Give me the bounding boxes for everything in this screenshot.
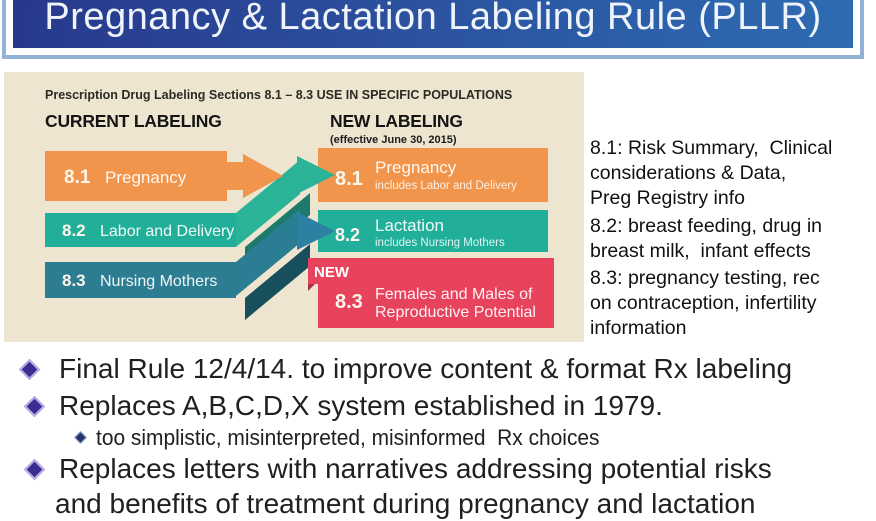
note-line: 8.3: pregnancy testing, rec (590, 267, 820, 290)
svg-text:Nursing Mothers: Nursing Mothers (100, 273, 218, 290)
effective-date-note: (effective June 30, 2015) (330, 134, 457, 146)
small-diamond-bullet-icon (74, 431, 87, 444)
svg-text:Females and Males of: Females and Males of (375, 286, 533, 303)
svg-text:Labor and Delivery: Labor and Delivery (100, 223, 235, 240)
diamond-bullet-icon (24, 396, 45, 417)
note-line: 8.2: breast feeding, drug in (590, 214, 822, 237)
note-line: 8.1: Risk Summary, Clinical (590, 137, 833, 159)
diamond-bullet-icon (19, 359, 40, 380)
bullet-continuation-line (55, 487, 755, 521)
svg-text:includes Nursing Mothers: includes Nursing Mothers (375, 237, 505, 249)
svg-text:Reproductive Potential: Reproductive Potential (375, 304, 536, 321)
note-line: breast milk, infant effects (590, 239, 811, 262)
note-line: information (590, 317, 687, 340)
svg-text:8.3: 8.3 (335, 291, 363, 313)
sub-bullet-text: too simplistic, misinterpreted, misinformed Rx choices (96, 425, 600, 450)
bullet-text: Replaces A,B,C,D,X system established in 1979. (59, 390, 663, 421)
svg-text:includes Labor and Delivery: includes Labor and Delivery (375, 180, 517, 192)
sub-bullet-too-simplistic (76, 424, 637, 452)
svg-text:Pregnancy: Pregnancy (105, 168, 187, 187)
svg-text:8.3: 8.3 (62, 271, 86, 290)
svg-text:8.2: 8.2 (335, 225, 361, 245)
note-line: Preg Registry info (590, 187, 745, 210)
svg-text:8.2: 8.2 (62, 221, 86, 240)
note-line: on contraception, infertility (590, 292, 817, 315)
svg-text:Lactation: Lactation (375, 216, 444, 235)
svg-text:8.1: 8.1 (335, 168, 363, 190)
diamond-bullet-icon (24, 459, 45, 480)
bullet-replaces-letters (27, 452, 772, 486)
new-labeling-heading: NEW LABELING (330, 111, 463, 131)
bullet-text: Final Rule 12/4/14. to improve content & format Rx labeling (59, 353, 793, 384)
note-line: considerations & Data, (590, 162, 787, 185)
bullet-text: Replaces letters with narratives addressing potential risks (59, 453, 772, 484)
bullet-text: and benefits of treatment during pregnancy and lactation (55, 488, 756, 519)
infographic-header: Prescription Drug Labeling Sections 8.1 – 8.3 USE IN SPECIFIC POPULATIONS (45, 88, 513, 102)
page-title: Pregnancy & Lactation Labeling Rule (PLLR) (44, 0, 822, 38)
current-labeling-heading: CURRENT LABELING (45, 111, 222, 131)
bullet-replaces-abcdx (27, 389, 663, 423)
bullet-final-rule (22, 352, 792, 386)
svg-text:Pregnancy: Pregnancy (375, 158, 457, 177)
new-badge-label: NEW (314, 264, 349, 281)
svg-text:8.1: 8.1 (64, 167, 91, 188)
